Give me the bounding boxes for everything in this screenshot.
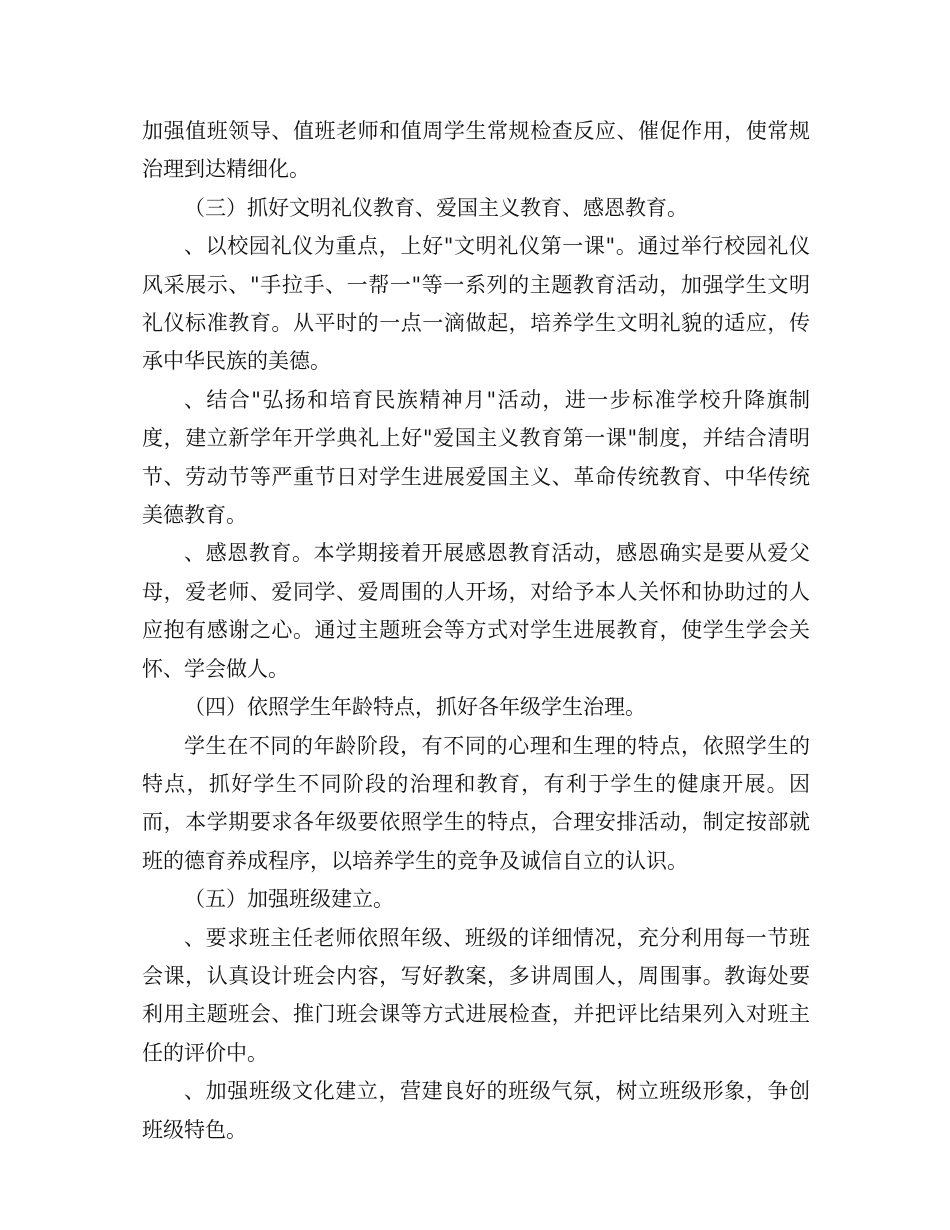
- paragraph-class-culture: 、加强班级文化建立，营建良好的班级气氛，树立班级形象，争创班级特色。: [142, 1079, 810, 1142]
- section-heading-five: （五）加强班级建立。: [184, 887, 394, 912]
- document-body: [142, 112, 810, 1149]
- paragraph-gratitude: 、感恩教育。本学期接着开展感恩教育活动，感恩确实是要从爱父母，爱老师、爱同学、爱周围的人开场，对给予本人关怀和协助过的人应抱有感谢之心。通过主题班会等方式对学生进展教育，使学生学会关怀、学会做人。: [142, 541, 810, 681]
- paragraph-age-characteristics: 学生在不同的年龄阶段，有不同的心理和生理的特点，依照学生的特点，抓好学生不同阶段的治理和教育，有利于学生的健康开展。因而，本学期要求各年级要依照学生的特点，合理安排活动，制定按部就班的德育养成程序，以培养学生的竞争及诚信自立的认识。: [142, 733, 810, 873]
- paragraph-continuation: 加强值班领导、值班老师和值周学生常规检查反应、催促作用，使常规治理到达精细化。: [142, 119, 810, 182]
- paragraph-etiquette: 、以校园礼仪为重点，上好"文明礼仪第一课"。通过举行校园礼仪风采展示、"手拉手、一帮一"等一系列的主题教育活动，加强学生文明礼仪标准教育。从平时的一点一滴做起，培养学生文明礼貌的适应，传承中华民族的美德。: [142, 234, 810, 374]
- paragraph-class-meeting: 、要求班主任老师依照年级、班级的详细情况，充分利用每一节班会课，认真设计班会内容，写好教案，多讲周围人，周围事。教诲处要利用主题班会、推门班会课等方式进展检查，并把评比结果列入对班主任的评价中。: [142, 925, 810, 1065]
- paragraph-patriotism: 、结合"弘扬和培育民族精神月"活动，进一步标准学校升降旗制度，建立新学年开学典礼上好"爱国主义教育第一课"制度，并结合清明节、劳动节等严重节日对学生进展爱国主义、革命传统教育、中华传统美德教育。: [142, 387, 810, 528]
- section-heading-four: （四）依照学生年龄特点，抓好各年级学生治理。: [184, 695, 646, 720]
- section-heading-three: （三）抓好文明礼仪教育、爱国主义教育、感恩教育。: [184, 195, 688, 220]
